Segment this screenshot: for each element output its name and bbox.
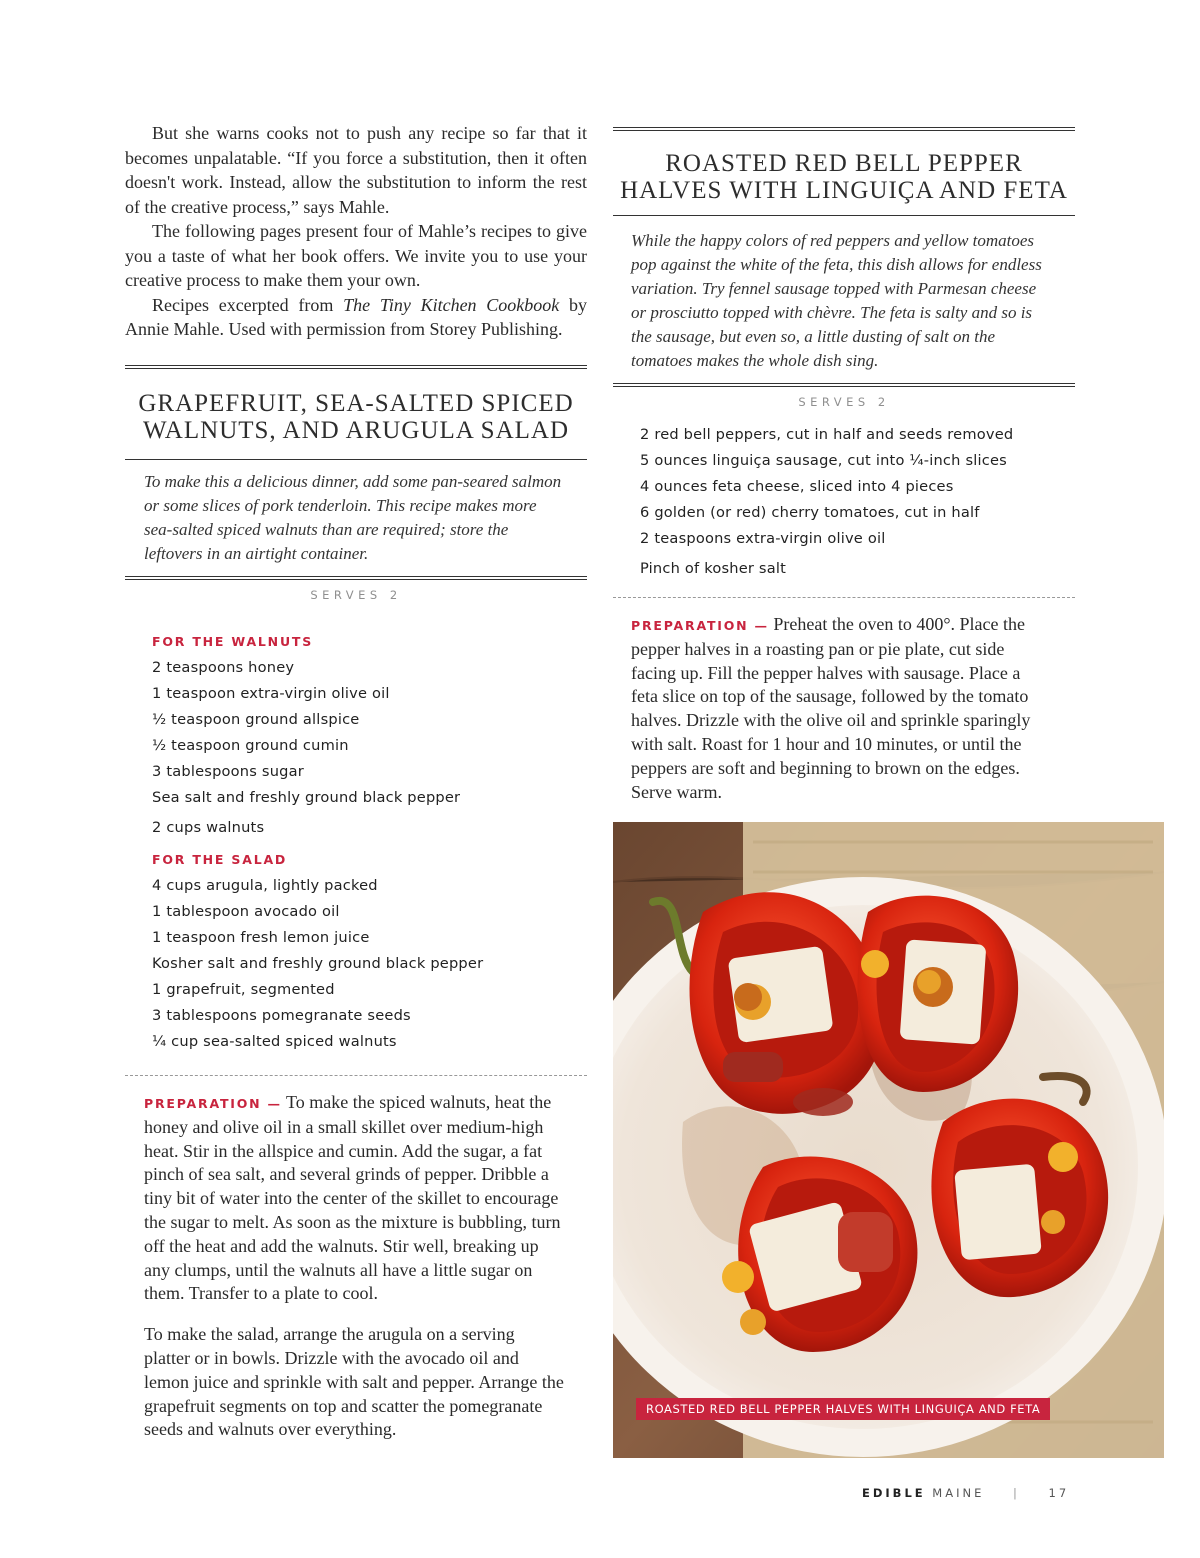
footer-brand: EDIBLE [862,1486,926,1500]
section-rule [613,215,1075,216]
ingredient-group-heading: FOR THE WALNUTS [152,634,314,649]
ingredient-item: 6 golden (or red) cherry tomatoes, cut in half [640,504,980,521]
book-title: The Tiny Kitchen Cookbook [343,294,560,315]
preparation-text: PREPARATION — Preheat the oven to 400°. Place the pepper halves in a roasting pan or pie plate, cut side facing up. Fill the pepper halves with sausage. Place a feta slice on top of the sausage, followed by the tomato halves. Drizzle with the olive oil and sprinkle sparingly with salt. Roast for 1 hour and 10 minutes, or until the peppers are soft and beginning to brown on the edges. Serve warm. [631,614,1031,802]
ingredient-item: ½ teaspoon ground allspice [152,711,360,728]
ingredient-item: 1 tablespoon avocado oil [152,903,340,920]
page-footer [862,1486,1069,1500]
intro-paragraph: But she warns cooks not to push any recipe so far that it becomes unpalatable. “If you force a substitution, then it often doesn't work. Instead, allow the substitution to inform the rest of the creative process,” says Mahle. [125,123,587,217]
serves-label: SERVES 2 [798,395,890,409]
intro-paragraph: The following pages present four of Mahle’s recipes to give you a taste of what her book offers. We invite you to use your creative process to make them your own. [125,221,587,290]
recipe-photo [613,822,1164,1458]
section-rule [613,383,1075,387]
ingredient-item: 2 teaspoons extra-virgin olive oil [640,530,886,547]
section-rule [613,127,1075,131]
ingredient-item: 4 cups arugula, lightly packed [152,877,378,894]
ingredient-item: 1 teaspoon fresh lemon juice [152,929,370,946]
recipe-headnote: To make this a delicious dinner, add some pan-seared salmon or some slices of pork tenderloin. This recipe makes more sea-salted spiced walnuts than are required; store the leftovers in an airtight container. [144,472,562,563]
ingredient-group-heading: FOR THE SALAD [152,852,288,867]
ingredient-item: Kosher salt and freshly ground black pepper [152,955,484,972]
ingredient-item: ¼ cup sea-salted spiced walnuts [152,1033,397,1050]
ingredient-item: 4 ounces feta cheese, sliced into 4 pieces [640,478,954,495]
ingredient-list [152,629,582,1055]
ingredient-item: 1 teaspoon extra-virgin olive oil [152,685,390,702]
section-divider [125,1075,587,1076]
recipe-title: ROASTED RED BELL PEPPER HALVES WITH LINGUIÇA AND FETA [620,150,1068,204]
intro-paragraph: Recipes excerpted from The Tiny Kitchen Cookbook by Annie Mahle. Used with permission from Storey Publishing. [125,294,588,339]
preparation-paragraph: PREPARATION — To make the spiced walnuts, heat the honey and olive oil in a small skillet over medium-high heat. Stir in the allspice and cumin. Add the sugar, a fat pinch of sea salt, and several grinds of pepper. Dribble a tiny bit of water into the center of the skillet to encourage the sugar to melt. As soon as the mixture is bubbling, turn off the heat and add the walnuts. Stir well, breaking up any clumps, until the walnuts all have a little sugar on them. Transfer to a plate to cool. [144,1092,561,1304]
page-number: 17 [1048,1486,1070,1500]
recipe-title: GRAPEFRUIT, SEA-SALTED SPICED WALNUTS, AND ARUGULA SALAD [138,390,574,444]
serves-label: SERVES 2 [310,588,402,602]
preparation-text [144,1091,564,1442]
ingredient-item: Pinch of kosher salt [640,560,787,577]
ingredient-item: 3 tablespoons sugar [152,763,304,780]
ingredient-item: 3 tablespoons pomegranate seeds [152,1007,411,1024]
photo-caption: ROASTED RED BELL PEPPER HALVES WITH LINGUIÇA AND FETA [636,1398,1050,1420]
recipe-headnote: While the happy colors of red peppers and yellow tomatoes pop against the white of the feta, this dish allows for endless variation. Try fennel sausage topped with Parmesan cheese or prosciutto topped with chèvre. The feta is salty and so is the sausage, but even so, a little dusting of salt on the tomatoes makes the whole dish sing. [631,231,1042,370]
section-rule [125,365,587,369]
footer-region: MAINE [932,1486,985,1500]
intro-text [125,121,587,342]
ingredient-item: ½ teaspoon ground cumin [152,737,349,754]
footer-separator: | [1013,1486,1020,1500]
section-rule [125,459,587,460]
ingredient-list [640,422,1070,582]
preparation-label: PREPARATION — [144,1096,282,1111]
ingredient-item: 2 red bell peppers, cut in half and seeds removed [640,426,1014,443]
section-rule [125,576,587,580]
ingredient-item: 2 teaspoons honey [152,659,295,676]
preparation-paragraph: To make the salad, arrange the arugula on a serving platter or in bowls. Drizzle with the avocado oil and lemon juice and sprinkle with salt and pepper. Arrange the grapefruit segments on top and scatter the pomegranate seeds and walnuts over everything. [144,1324,564,1440]
ingredient-item: 2 cups walnuts [152,819,265,836]
section-divider [613,597,1075,598]
ingredient-item: Sea salt and freshly ground black pepper [152,789,461,806]
preparation-label: PREPARATION — [631,618,769,633]
ingredient-item: 5 ounces linguiça sausage, cut into ¼-inch slices [640,452,1007,469]
ingredient-item: 1 grapefruit, segmented [152,981,335,998]
